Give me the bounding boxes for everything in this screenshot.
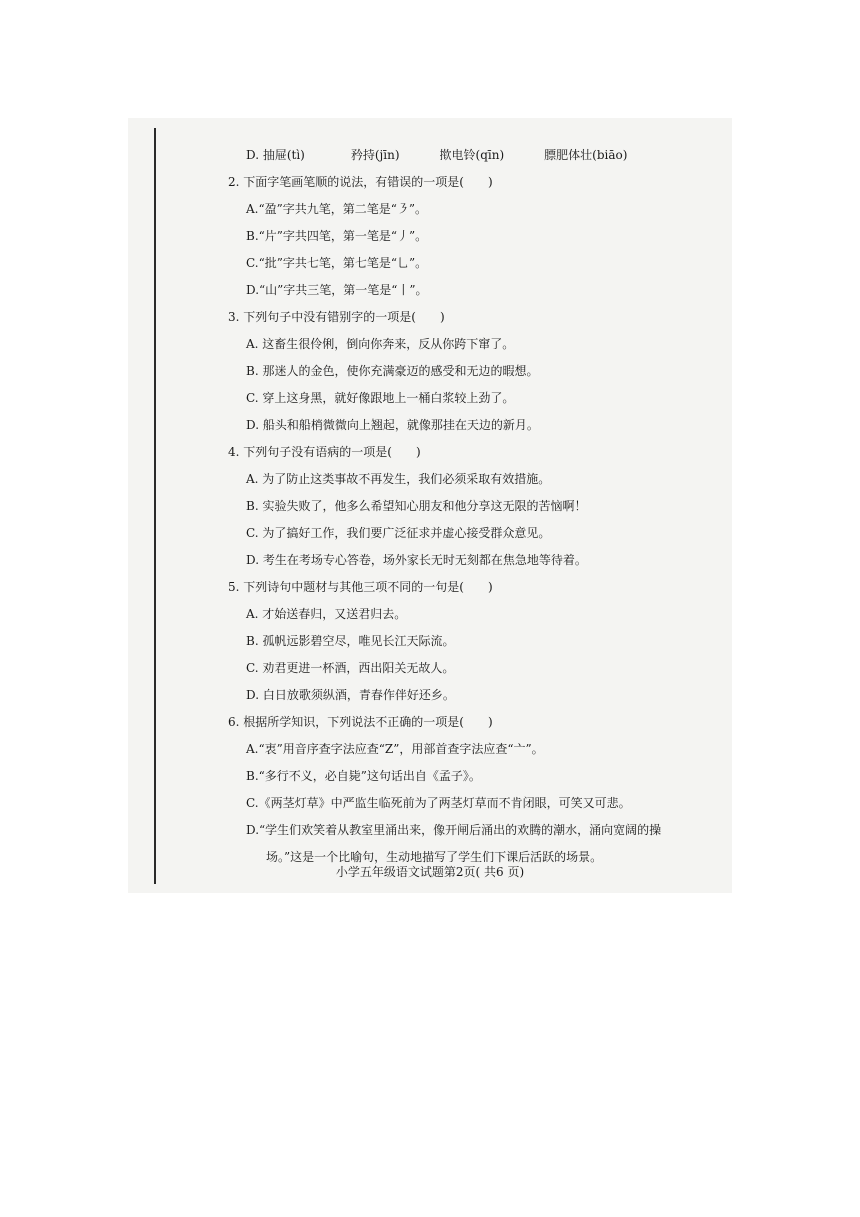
q2-option-c: C.“批”字共七笔，第七笔是“乚”。 (246, 256, 428, 270)
q6-option-d: D.“学生们欢笑着从教室里涌出来，像开闸后涌出的欢腾的潮水，涌向宽阔的操 (246, 823, 662, 837)
margin-line (154, 128, 156, 884)
q6-option-d-continued: 场。”这是一个比喻句，生动地描写了学生们下课后活跃的场景。 (266, 850, 603, 864)
q1-d-item-3: 揿电铃(qīn) (439, 148, 505, 162)
q6-option-a: A.“衷”用音序查字法应查“Z”，用部首查字法应查“亠”。 (246, 742, 544, 756)
q3-stem: 3. 下列句子中没有错别字的一项是( ) (228, 310, 445, 324)
q1-d-item-4: 膘肥体壮(biāo) (544, 148, 628, 162)
q3-option-c: C. 穿上这身黑，就好像跟地上一桶白浆较上劲了。 (246, 391, 515, 405)
q3-option-d: D. 船头和船梢微微向上翘起，就像那挂在天边的新月。 (246, 418, 539, 432)
q6-option-c: C.《两茎灯草》中严监生临死前为了两茎灯草而不肯闭眼，可笑又可悲。 (246, 796, 631, 810)
q1-d-item-1: D. 抽屉(tì) (246, 148, 305, 162)
q5-option-b: B. 孤帆远影碧空尽，唯见长江天际流。 (246, 634, 455, 648)
q2-option-b: B.“片”字共四笔，第一笔是“丿”。 (246, 229, 428, 243)
q1-option-d (228, 142, 708, 169)
q5-option-c: C. 劝君更进一杯酒，西出阳关无故人。 (246, 661, 455, 675)
q2-option-a: A.“盈”字共九笔，第二笔是“㇋”。 (246, 202, 428, 216)
q5-stem: 5. 下列诗句中题材与其他三项不同的一句是( ) (228, 580, 493, 594)
q3-option-b: B. 那迷人的金色，使你充满豪迈的感受和无边的暇想。 (246, 364, 539, 378)
page-footer: 小学五年级语文试题第2页( 共6 页) (335, 865, 525, 879)
q4-option-d: D. 考生在考场专心答卷，场外家长无时无刻都在焦急地等待着。 (246, 553, 587, 567)
q4-option-b: B. 实验失败了，他多么希望知心朋友和他分享这无限的苦恼啊！ (246, 499, 587, 513)
q2-stem: 2. 下面字笔画笔顺的说法，有错误的一项是( ) (228, 175, 493, 189)
q5-option-a: A. 才始送春归，又送君归去。 (246, 607, 407, 621)
q3-option-a: A. 这畜生很伶俐，倒向你奔来，反从你跨下窜了。 (246, 337, 515, 351)
q6-stem: 6. 根据所学知识，下列说法不正确的一项是( ) (228, 715, 493, 729)
q4-stem: 4. 下列句子没有语病的一项是( ) (228, 445, 421, 459)
q5-option-d: D. 白日放歌须纵酒，青春作伴好还乡。 (246, 688, 455, 702)
q6-option-b: B.“多行不义，必自毙”这句话出自《孟子》。 (246, 769, 481, 783)
exam-content (228, 142, 708, 871)
q4-option-a: A. 为了防止这类事故不再发生，我们必须采取有效措施。 (246, 472, 551, 486)
q4-option-c: C. 为了搞好工作，我们要广泛征求并虚心接受群众意见。 (246, 526, 551, 540)
q2-option-d: D.“山”字共三笔，第一笔是“丨”。 (246, 283, 428, 297)
q1-d-item-2: 矜持(jīn) (350, 148, 400, 162)
